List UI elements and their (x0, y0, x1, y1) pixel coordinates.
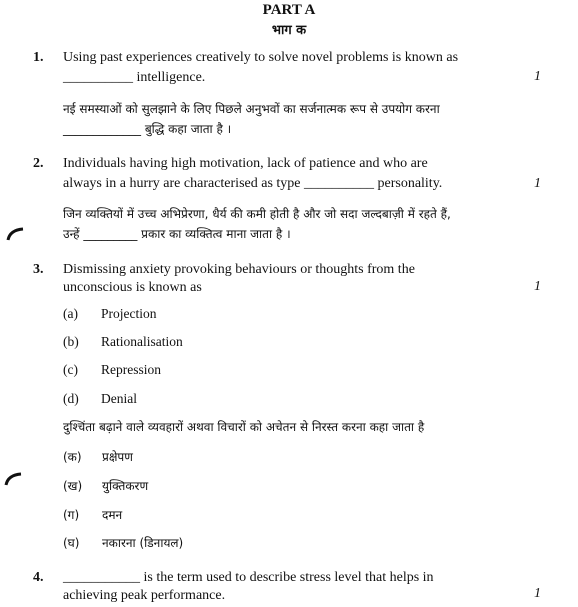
option-label: (b) (63, 334, 79, 349)
question-text-hi: जिन व्यक्तियों में उच्च अभिप्रेरणा, धैर्य की कमी होती है और जो सदा जल्दबाज़ी में रहते हैं, (63, 207, 451, 221)
question-number: 4. (33, 570, 44, 585)
question-text-en: always in a hurry are characterised as type __________ personality. (63, 176, 443, 191)
question-text-en: Dismissing anxiety provoking behaviours or thoughts from the (63, 262, 415, 277)
option-label: (a) (63, 306, 78, 321)
scan-mark (6, 226, 26, 242)
question-text-en: Individuals having high motivation, lack of patience and who are (63, 156, 428, 171)
question-text-hi: _____________ बुद्धि कहा जाता है । (63, 122, 232, 136)
option-text: Denial (101, 391, 137, 406)
part-title: PART A (262, 2, 316, 18)
option-text: प्रक्षेपण (102, 450, 133, 464)
question-text-hi: नई समस्याओं को सुलझाने के लिए पिछले अनुभवों का सर्जनात्मक रूप से उपयोग करना (63, 102, 440, 116)
option-label: (ग) (63, 508, 80, 522)
option-text: Repression (101, 362, 161, 377)
question-text-en: ___________ is the term used to describe stress level that helps in (63, 570, 434, 585)
marks: 1 (534, 586, 541, 601)
marks: 1 (534, 279, 541, 294)
option-label: (घ) (63, 536, 80, 550)
option-label: (ख) (63, 479, 83, 493)
question-text-en: achieving peak performance. (63, 588, 226, 603)
option-text: Rationalisation (101, 334, 183, 349)
question-text-en: Using past experiences creatively to solve novel problems is known as (63, 50, 459, 65)
marks: 1 (534, 176, 541, 191)
question-number: 3. (33, 262, 44, 277)
scan-mark (4, 471, 24, 487)
question-text-hi: दुश्चिंता बढ़ाने वाले व्यवहारों अथवा विचारों को अचेतन से निरस्त करना कहा जाता है (63, 420, 425, 434)
question-number: 2. (33, 156, 44, 171)
question-text-hi: उन्हें _________ प्रकार का व्यक्तित्व माना जाता है । (63, 227, 291, 241)
option-text: युक्तिकरण (102, 479, 149, 493)
question-number: 1. (33, 50, 44, 65)
option-label: (c) (63, 362, 78, 377)
option-text: दमन (102, 508, 123, 522)
option-text: नकारना (डिनायल) (102, 536, 184, 550)
question-text-en: unconscious is known as (63, 280, 202, 295)
marks: 1 (534, 69, 541, 84)
option-label: (क) (63, 450, 82, 464)
part-title-hindi: भाग क (271, 23, 307, 38)
question-text-en: __________ intelligence. (63, 70, 206, 85)
option-label: (d) (63, 391, 79, 406)
option-text: Projection (101, 306, 157, 321)
